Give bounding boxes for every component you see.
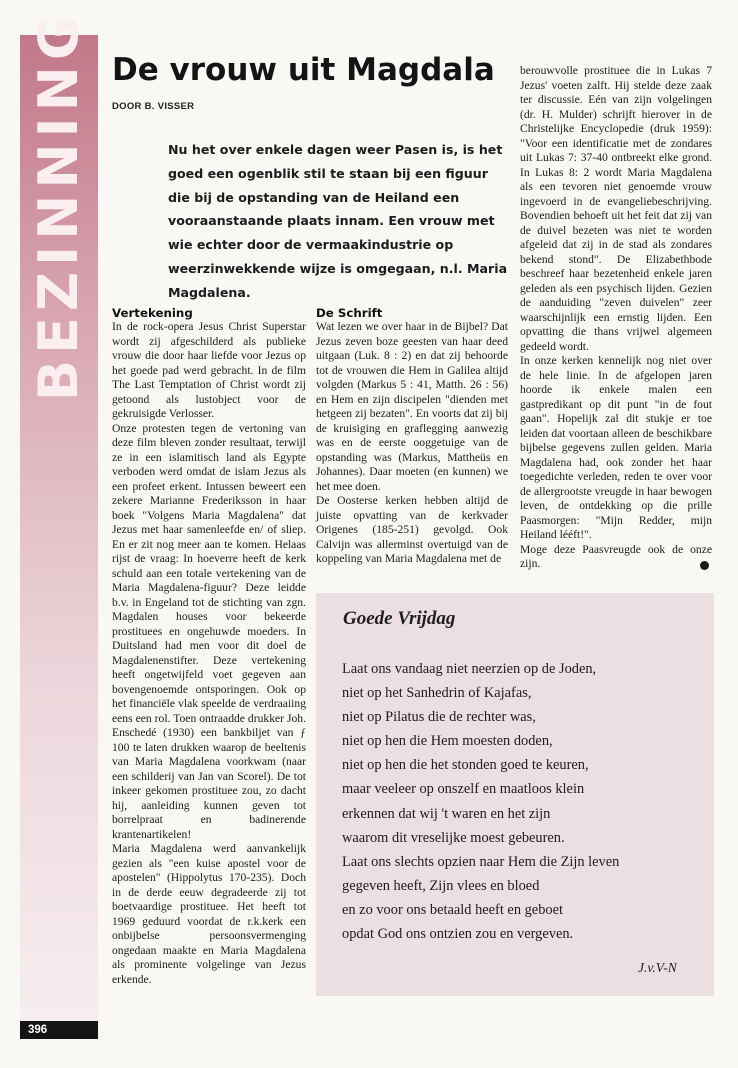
poem-line: Laat ons slechts opzien naar Hem die Zijn leven <box>342 853 620 870</box>
article-title: De vrouw uit Magdala <box>112 52 495 88</box>
poem-line: niet op het Sanhedrin of Kajafas, <box>342 685 532 702</box>
end-of-article-bullet-icon <box>700 561 709 570</box>
paragraph: berouwvolle prostituee die in Lukas 7 Jezus' voeten zalft. Hij stelde deze zaak ter discussie. Eén van zijn volgelingen (dr. H. Mulder) schrijft hierover in de Christelijke Encyclopedie (druk 1959): "Voor een identificatie met de zondares uit Lukas 7: 37-40 ontbreekt elke grond. In Lukas 8: 2 wordt Maria Magdalena als een tevoren niet genoemde vrouw ingevoerd in de evangeliebeschrijving. Bovendien behoeft uit het feit dat zij van de duivel bezeten was niet te worden afgeleid dat zij in de stad als zondares bekend stond". De Elizabethbode beschreef haar bezetenheid enkele jaren geleden als een psychisch lijden. Gezien de aanduiding "zeven duivelen" zeer waarschijnlijk een ernstig lijden. Een opvatting die thans vrijwel algemeen gedeeld wordt. <box>520 64 712 353</box>
author-byline: DOOR B. VISSER <box>112 101 195 112</box>
paragraph: Moge deze Paasvreugde ook de onze zijn. <box>520 542 712 570</box>
paragraph: Wat lezen we over haar in de Bijbel? Dat Jezus zeven boze geesten van haar deed uitgaan (Luk. 8 : 2) en dat zij behoorde tot de vrouwen die Hem in Galilea altijd volgden (Markus 5 : 41, Matth. 26 : 56) en Hem en zijn discipelen "dienden met hetgeen zij bezaten". En voorts dat zij bij de kruisiging en graflegging aanwezig was en de eerste ooggetuige van de opstanding was (Markus, Mattheüs en Johannes). Daar moeten (en kunnen) we het mee doen. <box>316 320 508 493</box>
poem-line: waarom dit vreselijke moest gebeuren. <box>342 829 565 846</box>
page-number: 396 <box>20 1021 98 1039</box>
article-lead: Nu het over enkele dagen weer Pasen is, is het goed een ogenblik stil te staan bij een figuur die bij de opstanding van de Heiland een vooraanstaande plaats innam. Een vrouw met wie echter door de vermaakindustrie op weerzinwekkende wijze is omgegaan, n.l. Maria Magdalena. <box>168 142 508 300</box>
poem-text <box>342 657 712 946</box>
heading-vertekening: Vertekening <box>112 306 193 320</box>
column-1 <box>112 306 306 987</box>
paragraph: Onze protesten tegen de vertoning van deze film bleven zonder resultaat, terwijl ze in een islamitisch land als Egypte verboden werd omdat de islam Jezus als een profeet erkent. Intussen beweert een zekere Marianne Frederiksson in haar boek "Volgens Maria Magdalena" dat Jezus met haar samenleefde en/ of sliep. En er zit nog meer aan te komen. Helaas rijst de vraag: In hoeverre heeft de kerk schuld aan een totale vertekening van de Maria Magdalena-figuur? Deze leidde b.v. in Engeland tot de stichting van zgn. Magdalen houses voor bekeerde prostituees en ongehuwde moeders. In Duitsland had men voor dit doel de Magdalenenstifter. Deze vertekening heeft ongetwijfeld voet gegeven aan bovengenoemde ontsporingen. Ook op het financiële vlak speelde de verdraaiing eens een rol. Toen ontraadde drukker Joh. Enschedé (1930) een bankbiljet van ƒ 100 te laten drukken waarop de beeltenis van Maria Magdalena voorkwam (naar een schilderij van Jan van Scorel). De tot inkeer gekomen prostituee zou, zo dacht hij, aanleiding kunnen geven tot borrelpraat en badinerende krantenartikelen! <box>112 421 306 841</box>
paragraph: In onze kerken kennelijk nog niet over de hele linie. In de afgelopen jaren hoorde ik enkele malen een gastpredikant op dit punt "in de fout gaan". Hopelijk zal dit stukje er toe leiden dat voortaan alleen de beschikbare bijbelse gegevens zullen gelden. Maria Magdalena had, ook zonder het haar toegedichte verleden, reden te over voor de allergrootste vreugde in haar bewogen leven, de ontdekking op die prille Paasmorgen: "Mijn Redder, mijn Heiland lééft!". <box>520 354 712 541</box>
poem-line: gegeven heeft, Zijn vlees en bloed <box>342 877 540 894</box>
column-2 <box>316 306 508 567</box>
paragraph: Maria Magdalena werd aanvankelijk gezien als "een kuise apostel voor de apostelen" (Hippolytus 170-235). Doch in de derde eeuw degradeerde zij tot boetvaardige prostituee. Het heeft tot 1969 geduurd voordat de r.k.kerk een onbijbelse persoonsvermenging ongedaan maakte en Maria Magdalena als prominente volgelinge van Jezus erkende. <box>112 842 306 986</box>
poem-author: J.v.V-N <box>638 960 677 975</box>
poem-title: Goede Vrijdag <box>343 608 456 629</box>
poem-line: Laat ons vandaag niet neerzien op de Joden, <box>342 661 597 677</box>
poem-line: opdat God ons ontzien zou en vergeven. <box>342 926 574 943</box>
poem-line: erkennen dat wij 't waren en het zijn <box>342 805 551 822</box>
poem-line: en zo voor ons betaald heeft en geboet <box>342 901 563 918</box>
heading-de-schrift: De Schrift <box>316 306 383 320</box>
poem-line: niet op hen die Hem moesten doden, <box>342 733 553 750</box>
poem-line: maar veeleer op onszelf en maatloos klein <box>342 781 585 798</box>
paragraph: In de rock-opera Jesus Christ Superstar wordt zij afgeschilderd als publieke vrouw die door haar liefde voor Jezus op het goede pad werd gebracht. In de film The Last Temptation of Christ wordt zij getoond als lustobject voor de gekruisigde Verlosser. <box>112 320 306 420</box>
column-3 <box>520 64 712 572</box>
paragraph: De Oosterse kerken hebben altijd de juiste opvatting van de kerkvader Origenes (185-251) gevolgd. Ook Calvijn was allerminst overtuigd van de koppeling van Maria Magdalena met de <box>316 494 508 565</box>
poem-line: niet op hen die het stonden goed te keuren, <box>342 757 589 774</box>
section-label: BEZINNING <box>27 9 91 401</box>
poem-line: niet op Pilatus die de rechter was, <box>342 709 536 726</box>
